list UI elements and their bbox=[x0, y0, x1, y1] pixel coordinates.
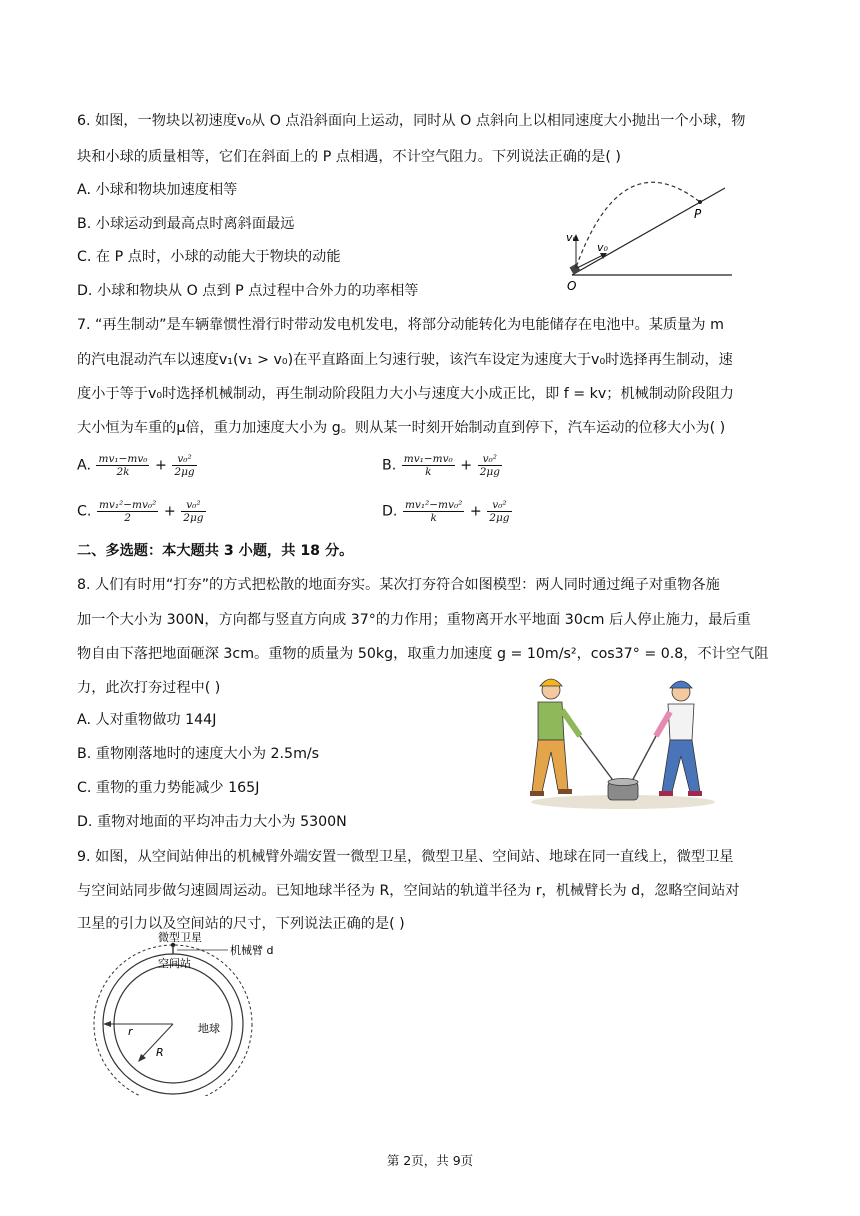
q6-option-a: A. 小球和物块加速度相等 bbox=[77, 182, 238, 198]
q9-line-1: 9. 如图，从空间站伸出的机械臂外端安置一微型卫星，微型卫星、空间站、地球在同一直线上，微型卫星 bbox=[77, 849, 734, 865]
page-footer: 第 2页，共 9页 bbox=[386, 1153, 474, 1168]
q6-line-2: 块和小球的质量相等，它们在斜面上的 P 点相遇，不计空气阻力。下列说法正确的是( ) bbox=[77, 149, 621, 165]
q6-label-v0-incline: v₀ bbox=[597, 241, 608, 254]
q8-line-4: 力，此次打夯过程中( ) bbox=[77, 680, 221, 696]
q8-line-1: 8. 人们有时用“打夯”的方式把松散的地面夯实。某次打夯符合如图模型：两人同时通过绳子对重物各施 bbox=[77, 577, 720, 593]
q9-orbit-figure bbox=[90, 930, 280, 1096]
q6-label-v0-vertical: v₀ bbox=[566, 231, 577, 244]
q6-option-c: C. 在 P 点时，小球的动能大于物块的动能 bbox=[77, 249, 341, 265]
q6-label-p: P bbox=[694, 207, 702, 221]
q8-option-c: C. 重物的重力势能减少 165J bbox=[77, 780, 260, 796]
q7-option-c: C. $\frac{\text{mv₁²−mv₀²}}{2}$ + $\frac{\text{v₀²}}{2\mu g}$ bbox=[77, 499, 204, 524]
q9-label-r: r bbox=[128, 1025, 133, 1038]
q7-option-b: B. $\frac{\text{mv₁−mv₀}}{k}$ + $\frac{\text{v₀²}}{2\mu g}$ bbox=[382, 453, 500, 478]
q6-label-o: O bbox=[567, 279, 577, 293]
q8-line-2: 加一个大小为 300N，方向都与竖直方向成 37°的力作用；重物离开水平地面 30cm 后人停止施力，最后重 bbox=[77, 612, 751, 628]
q8-line-3: 物自由下落把地面砸深 3cm。重物的质量为 50kg，取重力加速度 g = 10m/s²，cos37° = 0.8，不计空气阻 bbox=[77, 646, 769, 662]
q8-tamping-illustration bbox=[518, 670, 718, 812]
q8-option-d: D. 重物对地面的平均冲击力大小为 5300N bbox=[77, 814, 347, 830]
q9-label-big-r: R bbox=[156, 1046, 164, 1059]
q7-option-d: D. $\frac{\text{mv₁²−mv₀²}}{k}$ + $\frac{\text{v₀²}}{2\mu g}$ bbox=[382, 499, 510, 524]
q8-option-a: A. 人对重物做功 144J bbox=[77, 712, 217, 728]
q7-option-a: A. $\frac{\text{mv₁−mv₀}}{2k}$ + $\frac{\text{v₀²}}{2\mu g}$ bbox=[77, 453, 195, 478]
q7-line-1: 7. “再生制动”是车辆靠惯性滑行时带动发电机发电，将部分动能转化为电能储存在电池中。某质量为 m bbox=[77, 317, 724, 333]
q7-line-2: 的汽电混动汽车以速度v₁(v₁ > v₀)在平直路面上匀速行驶，该汽车设定为速度大于v₀时选择再生制动，速 bbox=[77, 352, 733, 368]
q9-line-3: 卫星的引力以及空间站的尺寸，下列说法正确的是( ) bbox=[77, 916, 405, 932]
q8-option-b: B. 重物刚落地时的速度大小为 2.5m/s bbox=[77, 746, 320, 762]
q9-label-arm: 机械臂 d bbox=[230, 944, 274, 957]
q7-line-4: 大小恒为车重的μ倍，重力加速度大小为 g。则从某一时刻开始制动直到停下，汽车运动的位移大小为( ) bbox=[77, 420, 726, 436]
q7-line-3: 度小于等于v₀时选择机械制动，再生制动阶段阻力大小与速度大小成正比，即 f = kv；机械制动阶段阻力 bbox=[77, 386, 734, 402]
q6-line-1: 6. 如图，一物块以初速度v₀从 O 点沿斜面向上运动，同时从 O 点斜向上以相同速度大小抛出一个小球，物 bbox=[77, 113, 746, 129]
q9-label-satellite: 微型卫星 bbox=[158, 931, 202, 944]
q9-label-earth: 地球 bbox=[198, 1022, 220, 1035]
section-2-heading: 二、多选题：本大题共 3 小题，共 18 分。 bbox=[77, 543, 354, 559]
q9-line-2: 与空间站同步做匀速圆周运动。已知地球半径为 R，空间站的轨道半径为 r，机械臂长为 d，忽略空间站对 bbox=[77, 883, 740, 899]
q6-option-d: D. 小球和物块从 O 点到 P 点过程中合外力的功率相等 bbox=[77, 283, 419, 299]
q9-label-station: 空间站 bbox=[158, 957, 191, 970]
q6-incline-figure bbox=[560, 175, 740, 295]
q6-option-b: B. 小球运动到最高点时离斜面最远 bbox=[77, 216, 295, 232]
